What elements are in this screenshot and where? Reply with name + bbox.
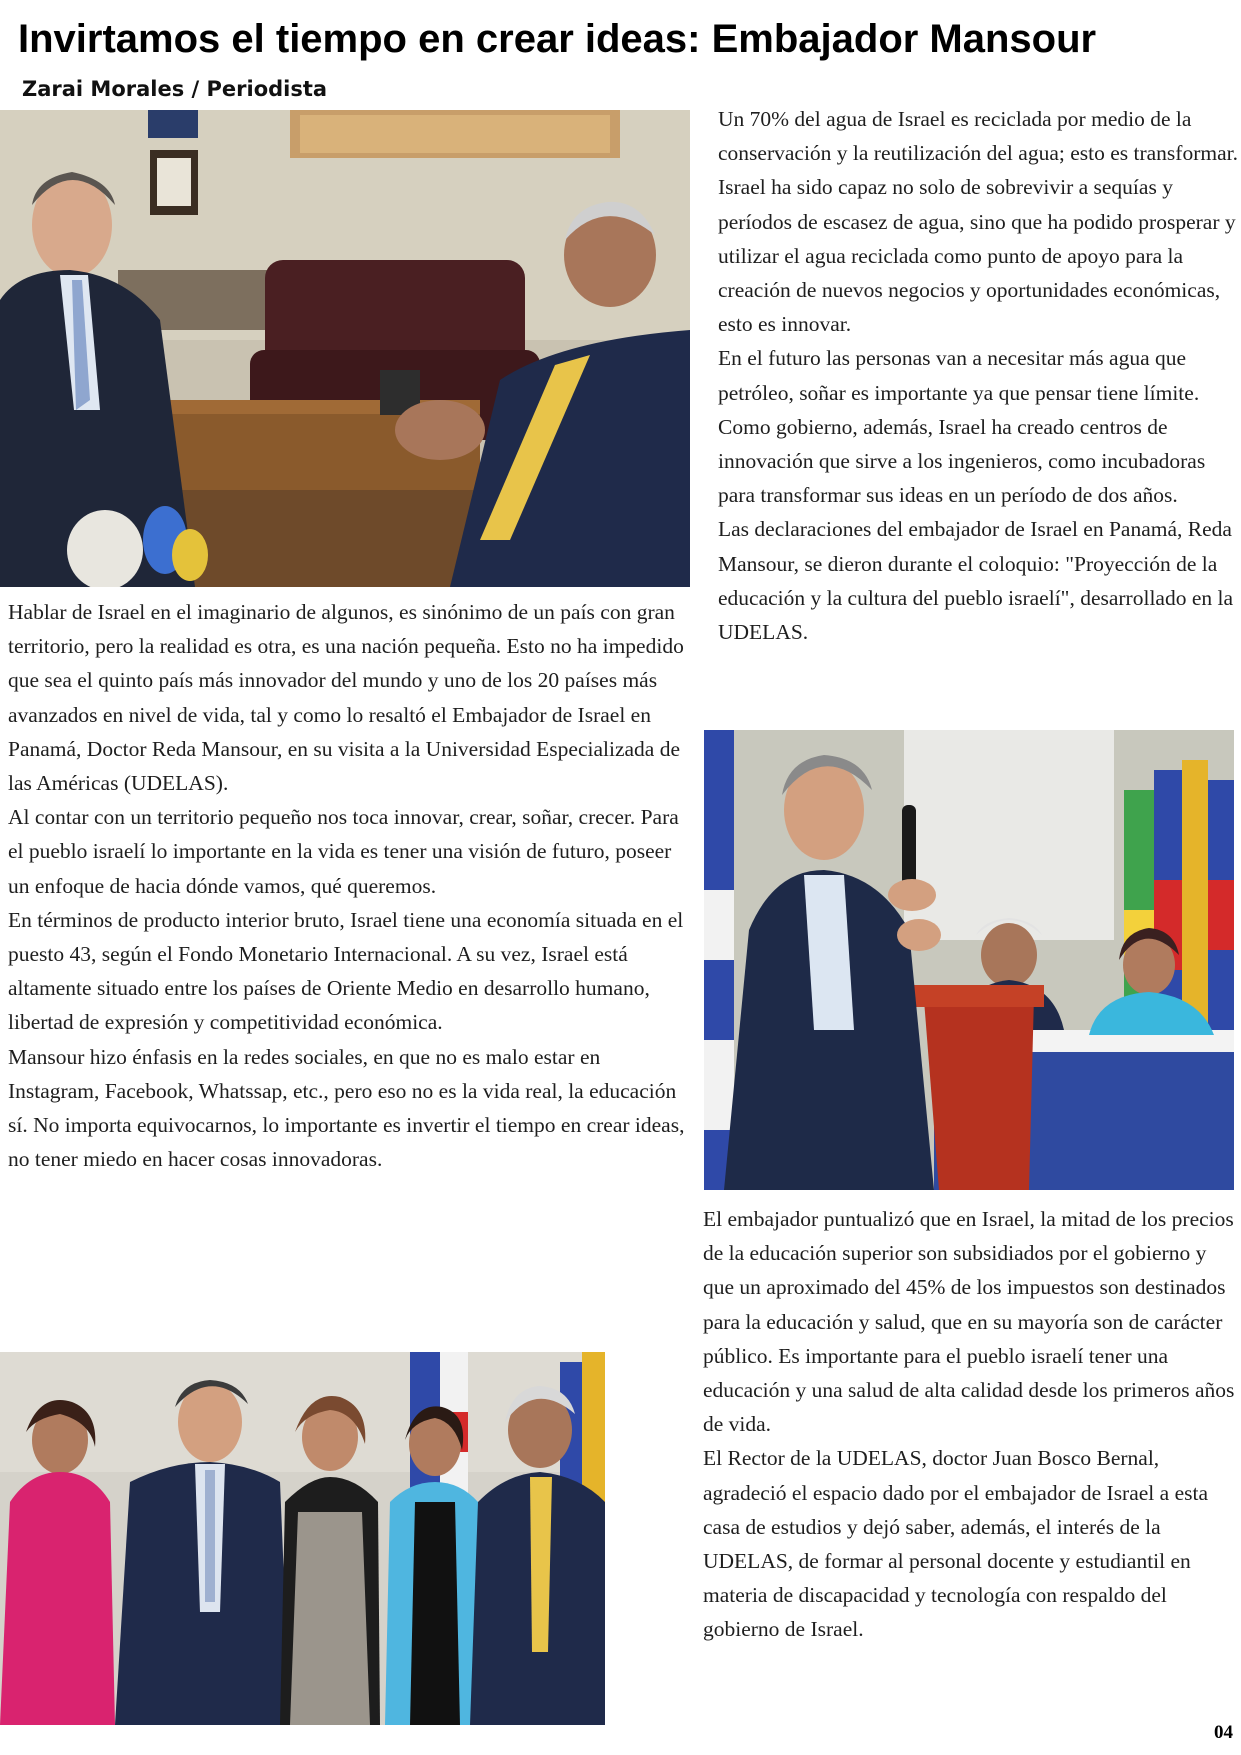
group-photo bbox=[0, 1352, 605, 1725]
right-column-top-text bbox=[718, 102, 1238, 649]
article-title: Invirtamos el tiempo en crear ideas: Embajador Mansour bbox=[18, 17, 1097, 61]
article-byline: Zarai Morales / Periodista bbox=[22, 77, 328, 101]
meeting-photo bbox=[0, 110, 690, 587]
left-column-text bbox=[8, 595, 690, 1176]
paragraph: El embajador puntualizó que en Israel, la mitad de los precios de la educación superior son subsidiados por el gobierno y que un aproximado del 45% de los impuestos son destinados para la educación y salud, que en su mayoría son de carácter público. Es importante para el pueblo israelí tener una educación y una salud de alta calidad desde los primeros años de vida. bbox=[703, 1207, 1235, 1437]
right-column-bottom-text bbox=[703, 1202, 1238, 1647]
paragraph: El Rector de la UDELAS, doctor Juan Bosco Bernal, agradeció el espacio dado por el embajador de Israel a esta casa de estudios y dejó saber, además, el interés de la UDELAS, de formar al personal docente y estudiantil en materia de discapacidad y tecnología con respaldo del gobierno de Israel. bbox=[703, 1446, 1208, 1642]
paragraph: En términos de producto interior bruto, Israel tiene una economía situada en el puesto 43, según el Fondo Monetario Internacional. A su vez, Israel está altamente situado entre los países de Oriente Medio en desarrollo humano, libertad de expresión y competitividad económica. bbox=[8, 907, 684, 1035]
paragraph: En el futuro las personas van a necesitar más agua que petróleo, soñar es importante ya que pensar tiene límite. Como gobierno, además, Israel ha creado centros de innovación que sirve a los ingenieros, como incubadoras para transformar sus ideas en un período de dos años. bbox=[718, 346, 1206, 508]
paragraph: Un 70% del agua de Israel es reciclada por medio de la conservación y la reutilización del agua; esto es transformar. Israel ha sido capaz no solo de sobrevivir a sequías y períodos de escasez de agua, sino que ha podido prosperar y utilizar el agua reciclada como punto de apoyo para la creación de nuevos negocios y oportunidades económicas, esto es innovar. bbox=[718, 107, 1238, 337]
paragraph: Las declaraciones del embajador de Israel en Panamá, Reda Mansour, se dieron durante el coloquio: "Proyección de la educación y la cultura del pueblo israelí", desarrollado en la UDELAS. bbox=[718, 517, 1234, 645]
podium-photo bbox=[704, 730, 1234, 1190]
paragraph: Mansour hizo énfasis en la redes sociales, en que no es malo estar en Instagram, Facebook, Whatssap, etc., pero eso no es la vida real, la educación sí. No importa equivocarnos, lo importante es invertir el tiempo en crear ideas, no tener miedo en hacer cosas innovadoras. bbox=[8, 1044, 685, 1172]
paragraph: Hablar de Israel en el imaginario de algunos, es sinónimo de un país con gran territorio, pero la realidad es otra, es una nación pequeña. Esto no ha impedido que sea el quinto país más innovador del mundo y uno de los 20 países más avanzados en nivel de vida, tal y como lo resaltó el Embajador de Israel en Panamá, Doctor Reda Mansour, en su visita a la Universidad Especializada de las Américas (UDELAS). bbox=[8, 600, 684, 796]
paragraph: Al contar con un territorio pequeño nos toca innovar, crear, soñar, crecer. Para el pueblo israelí lo importante en la vida es tener una visión de futuro, poseer un enfoque de hacia dónde vamos, qué queremos. bbox=[8, 805, 679, 898]
page-number: 04 bbox=[1214, 1722, 1233, 1743]
